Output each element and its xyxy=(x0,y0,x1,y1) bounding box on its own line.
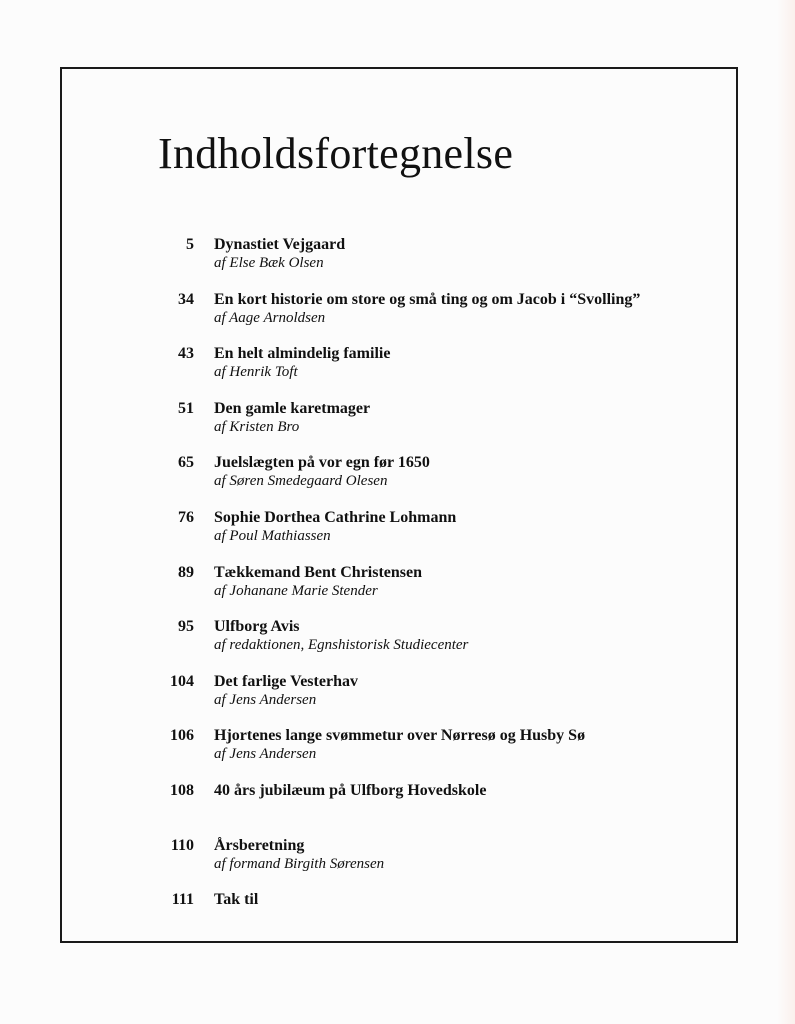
toc-entry-author: af formand Birgith Sørensen xyxy=(214,855,385,872)
toc-page-number: 34 xyxy=(178,290,194,308)
toc-entry[interactable] xyxy=(150,509,710,564)
toc-entry-title: Hjortenes lange svømmetur over Nørresø og Husby Sø xyxy=(214,727,586,745)
toc-entry-author: af Kristen Bro xyxy=(214,418,300,435)
toc-entry-author: af redaktionen, Egnshistorisk Studiecenter xyxy=(214,637,469,654)
toc-page-number: 106 xyxy=(170,727,194,745)
toc-page-number: 43 xyxy=(178,345,194,363)
toc-page-number: 76 xyxy=(178,508,194,526)
toc-page-number: 65 xyxy=(178,454,194,472)
toc-entry-author: af Poul Mathiassen xyxy=(214,527,331,544)
toc-page-number: 110 xyxy=(170,836,194,854)
toc-entry-title: Dynastiet Vejgaard xyxy=(214,236,346,253)
toc-entry[interactable] xyxy=(150,564,710,619)
toc-entry[interactable] xyxy=(150,291,710,346)
toc-entry-author: af Else Bæk Olsen xyxy=(214,255,324,271)
toc-page-number: 5 xyxy=(186,236,194,253)
toc-page-number: 89 xyxy=(178,563,194,581)
toc-entry-title: Tak til xyxy=(214,891,259,909)
table-of-contents xyxy=(150,236,710,946)
toc-entry[interactable] xyxy=(150,891,710,946)
toc-entry[interactable] xyxy=(150,618,710,673)
toc-entry-author: af Johanane Marie Stender xyxy=(214,582,378,599)
toc-entry-author: af Søren Smedegaard Olesen xyxy=(214,473,388,490)
toc-entry[interactable] xyxy=(150,727,710,782)
toc-entry-title: Det farlige Vesterhav xyxy=(214,672,358,690)
toc-entry-title: En kort historie om store og små ting og om Jacob i “Svolling” xyxy=(214,290,641,308)
toc-entry-title: En helt almindelig familie xyxy=(214,345,391,363)
toc-page-number: 111 xyxy=(171,891,194,909)
toc-entry-title: Tækkemand Bent Christensen xyxy=(214,563,423,581)
toc-entry-author: af Jens Andersen xyxy=(214,691,317,708)
toc-entry[interactable] xyxy=(150,236,710,291)
toc-page-number: 104 xyxy=(170,672,194,690)
toc-entry-author: af Henrik Toft xyxy=(214,364,298,381)
page-edge-shadow xyxy=(777,0,795,1024)
toc-page-number: 108 xyxy=(170,781,194,799)
toc-entry[interactable] xyxy=(150,782,710,837)
toc-entry-title: Ulfborg Avis xyxy=(214,618,300,636)
toc-page-number: 51 xyxy=(178,399,194,417)
toc-page-number: 95 xyxy=(178,618,194,636)
toc-entry[interactable] xyxy=(150,454,710,509)
toc-entry[interactable] xyxy=(150,400,710,455)
page-title: Indholdsfortegnelse xyxy=(158,129,514,178)
toc-entry-title: Sophie Dorthea Cathrine Lohmann xyxy=(214,508,457,526)
toc-entry[interactable] xyxy=(150,673,710,728)
toc-entry[interactable] xyxy=(150,345,710,400)
toc-entry[interactable] xyxy=(150,837,710,892)
toc-entry-title: Årsberetning xyxy=(214,836,305,854)
toc-entry-author: af Jens Andersen xyxy=(214,746,317,763)
toc-entry-title: 40 års jubilæum på Ulfborg Hovedskole xyxy=(214,781,487,799)
toc-entry-author: af Aage Arnoldsen xyxy=(214,309,326,326)
toc-entry-title: Juelslægten på vor egn før 1650 xyxy=(214,454,430,472)
toc-entry-title: Den gamle karetmager xyxy=(214,399,371,417)
